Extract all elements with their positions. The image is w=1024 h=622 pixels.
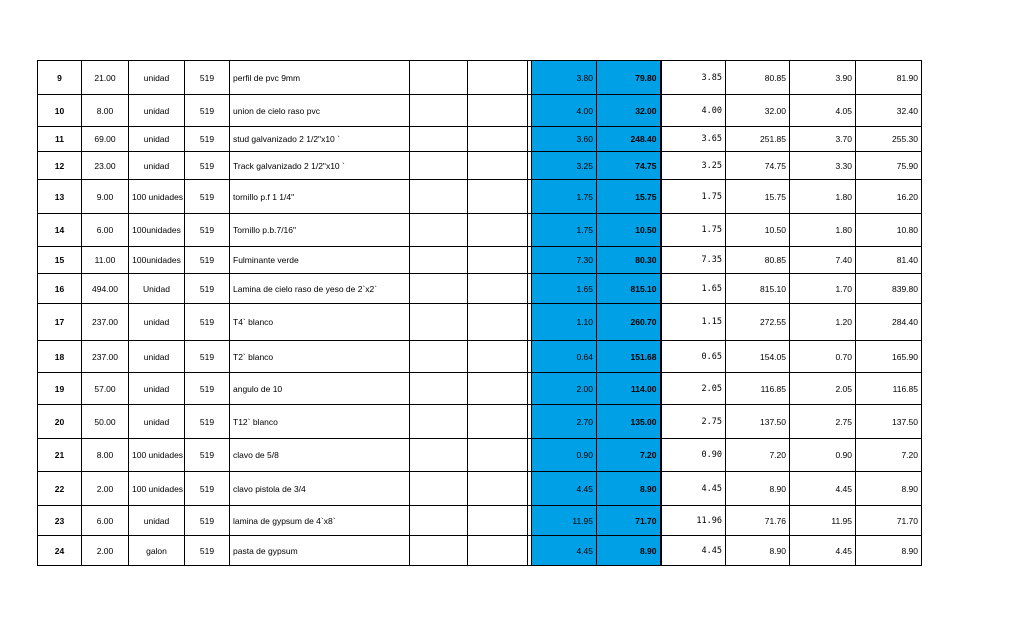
- code-cell[interactable]: 519: [185, 439, 230, 472]
- total-2-cell[interactable]: 154.05: [726, 341, 790, 373]
- code-cell[interactable]: 519: [185, 536, 230, 566]
- unit-price-3-cell[interactable]: 0.90: [790, 439, 856, 472]
- item-number-cell[interactable]: 24: [38, 536, 82, 566]
- table-row: [38, 536, 922, 566]
- total-3-cell[interactable]: 7.20: [856, 439, 922, 472]
- unit-price-1-cell[interactable]: 2.00: [532, 373, 597, 405]
- unit-price-1-cell[interactable]: 4.45: [532, 472, 597, 506]
- unit-price-1-cell[interactable]: 3.60: [532, 127, 597, 152]
- quantity-cell[interactable]: 6.00: [82, 506, 129, 536]
- total-3-cell[interactable]: 16.20: [856, 180, 922, 214]
- blank-cell[interactable]: [410, 95, 468, 127]
- unit-price-1-cell[interactable]: 2.70: [532, 405, 597, 439]
- unit-cell[interactable]: galon: [129, 536, 185, 566]
- blank-cell[interactable]: [410, 472, 468, 506]
- unit-price-2-cell[interactable]: 3.65: [661, 127, 726, 152]
- quantity-cell[interactable]: 8.00: [82, 439, 129, 472]
- quantity-cell[interactable]: 23.00: [82, 152, 129, 180]
- unit-price-1-cell[interactable]: 0.90: [532, 439, 597, 472]
- unit-price-3-cell[interactable]: 2.05: [790, 373, 856, 405]
- total-2-cell[interactable]: 251.85: [726, 127, 790, 152]
- blank-cell[interactable]: [468, 472, 528, 506]
- unit-price-2-cell[interactable]: 11.96: [661, 506, 726, 536]
- item-number-cell[interactable]: 12: [38, 152, 82, 180]
- unit-price-3-cell[interactable]: 1.20: [790, 304, 856, 341]
- table-row: [38, 506, 922, 536]
- code-cell[interactable]: 519: [185, 180, 230, 214]
- description-cell[interactable]: Track galvanizado 2 1/2"x10 `: [230, 152, 410, 180]
- quantity-cell[interactable]: 9.00: [82, 180, 129, 214]
- total-3-cell[interactable]: 137.50: [856, 405, 922, 439]
- blank-cell[interactable]: [410, 214, 468, 247]
- quantity-cell[interactable]: 2.00: [82, 536, 129, 566]
- unit-cell[interactable]: unidad: [129, 341, 185, 373]
- unit-price-3-cell[interactable]: 4.05: [790, 95, 856, 127]
- blank-cell[interactable]: [410, 180, 468, 214]
- quantity-cell[interactable]: 237.00: [82, 304, 129, 341]
- unit-price-1-cell[interactable]: 4.45: [532, 536, 597, 566]
- total-1-cell[interactable]: 815.10: [597, 274, 661, 304]
- blank-cell[interactable]: [468, 439, 528, 472]
- code-cell[interactable]: 519: [185, 214, 230, 247]
- blank-cell[interactable]: [468, 127, 528, 152]
- total-1-cell[interactable]: 15.75: [597, 180, 661, 214]
- unit-price-3-cell[interactable]: 1.70: [790, 274, 856, 304]
- blank-cell[interactable]: [468, 373, 528, 405]
- code-cell[interactable]: 519: [185, 472, 230, 506]
- unit-price-2-cell[interactable]: 0.65: [661, 341, 726, 373]
- unit-price-2-cell[interactable]: 3.25: [661, 152, 726, 180]
- unit-price-3-cell[interactable]: 2.75: [790, 405, 856, 439]
- quantity-cell[interactable]: 69.00: [82, 127, 129, 152]
- blank-cell[interactable]: [410, 274, 468, 304]
- total-1-cell[interactable]: 151.68: [597, 341, 661, 373]
- total-2-cell[interactable]: 71.76: [726, 506, 790, 536]
- table-row: [38, 373, 922, 405]
- unit-cell[interactable]: unidad: [129, 127, 185, 152]
- description-cell[interactable]: T12` blanco: [230, 405, 410, 439]
- unit-cell[interactable]: unidad: [129, 95, 185, 127]
- item-number-cell[interactable]: 15: [38, 247, 82, 274]
- blank-cell[interactable]: [410, 506, 468, 536]
- table-row: [38, 274, 922, 304]
- total-2-cell[interactable]: 8.90: [726, 472, 790, 506]
- description-cell[interactable]: pasta de gypsum: [230, 536, 410, 566]
- total-2-cell[interactable]: 32.00: [726, 95, 790, 127]
- total-1-cell[interactable]: 8.90: [597, 472, 661, 506]
- description-cell[interactable]: clavo de 5/8: [230, 439, 410, 472]
- unit-price-3-cell[interactable]: 1.80: [790, 214, 856, 247]
- total-1-cell[interactable]: 8.90: [597, 536, 661, 566]
- total-3-cell[interactable]: 81.90: [856, 61, 922, 95]
- unit-cell[interactable]: 100 unidades: [129, 472, 185, 506]
- unit-price-2-cell[interactable]: 1.65: [661, 274, 726, 304]
- table-row: [38, 61, 922, 95]
- unit-price-3-cell[interactable]: 3.90: [790, 61, 856, 95]
- total-1-cell[interactable]: 7.20: [597, 439, 661, 472]
- total-1-cell[interactable]: 79.80: [597, 61, 661, 95]
- quantity-cell[interactable]: 8.00: [82, 95, 129, 127]
- total-3-cell[interactable]: 255.30: [856, 127, 922, 152]
- blank-cell[interactable]: [410, 247, 468, 274]
- total-3-cell[interactable]: 32.40: [856, 95, 922, 127]
- unit-price-1-cell[interactable]: 1.65: [532, 274, 597, 304]
- code-cell[interactable]: 519: [185, 304, 230, 341]
- blank-cell[interactable]: [410, 127, 468, 152]
- unit-price-2-cell[interactable]: 2.75: [661, 405, 726, 439]
- table-row: [38, 304, 922, 341]
- code-cell[interactable]: 519: [185, 274, 230, 304]
- item-number-cell[interactable]: 16: [38, 274, 82, 304]
- quantity-cell[interactable]: 6.00: [82, 214, 129, 247]
- blank-cell[interactable]: [468, 61, 528, 95]
- code-cell[interactable]: 519: [185, 95, 230, 127]
- unit-price-2-cell[interactable]: 2.05: [661, 373, 726, 405]
- unit-price-2-cell[interactable]: 0.90: [661, 439, 726, 472]
- blank-cell[interactable]: [410, 304, 468, 341]
- unit-price-2-cell[interactable]: 4.45: [661, 472, 726, 506]
- unit-cell[interactable]: unidad: [129, 152, 185, 180]
- table-row: [38, 472, 922, 506]
- unit-price-2-cell[interactable]: 7.35: [661, 247, 726, 274]
- total-3-cell[interactable]: 165.90: [856, 341, 922, 373]
- total-1-cell[interactable]: 32.00: [597, 95, 661, 127]
- total-1-cell[interactable]: 135.00: [597, 405, 661, 439]
- total-2-cell[interactable]: 815.10: [726, 274, 790, 304]
- blank-cell[interactable]: [468, 341, 528, 373]
- total-3-cell[interactable]: 8.90: [856, 472, 922, 506]
- unit-price-1-cell[interactable]: 7.30: [532, 247, 597, 274]
- blank-cell[interactable]: [468, 506, 528, 536]
- code-cell[interactable]: 519: [185, 506, 230, 536]
- total-1-cell[interactable]: 74.75: [597, 152, 661, 180]
- unit-cell[interactable]: 100 unidades: [129, 180, 185, 214]
- unit-price-1-cell[interactable]: 1.75: [532, 180, 597, 214]
- total-3-cell[interactable]: 71.70: [856, 506, 922, 536]
- code-cell[interactable]: 519: [185, 247, 230, 274]
- quantity-cell[interactable]: 50.00: [82, 405, 129, 439]
- blank-cell[interactable]: [468, 180, 528, 214]
- table-row: [38, 127, 922, 152]
- table-row: [38, 180, 922, 214]
- blank-cell[interactable]: [468, 214, 528, 247]
- blank-cell[interactable]: [468, 304, 528, 341]
- quantity-cell[interactable]: 57.00: [82, 373, 129, 405]
- unit-cell[interactable]: unidad: [129, 304, 185, 341]
- unit-cell[interactable]: 100unidades: [129, 214, 185, 247]
- table-row: [38, 152, 922, 180]
- quantity-cell[interactable]: 494.00: [82, 274, 129, 304]
- unit-price-1-cell[interactable]: 1.10: [532, 304, 597, 341]
- total-2-cell[interactable]: 80.85: [726, 247, 790, 274]
- total-1-cell[interactable]: 114.00: [597, 373, 661, 405]
- table-row: [38, 247, 922, 274]
- unit-price-1-cell[interactable]: 1.75: [532, 214, 597, 247]
- item-number-cell[interactable]: 10: [38, 95, 82, 127]
- blank-cell[interactable]: [410, 536, 468, 566]
- blank-cell[interactable]: [468, 247, 528, 274]
- description-cell[interactable]: tornillo p.f 1 1/4": [230, 180, 410, 214]
- total-2-cell[interactable]: 8.90: [726, 536, 790, 566]
- item-number-cell[interactable]: 13: [38, 180, 82, 214]
- description-cell[interactable]: stud galvanizado 2 1/2"x10 `: [230, 127, 410, 152]
- blank-cell[interactable]: [468, 405, 528, 439]
- total-3-cell[interactable]: 10.80: [856, 214, 922, 247]
- total-3-cell[interactable]: 116.85: [856, 373, 922, 405]
- quantity-cell[interactable]: 237.00: [82, 341, 129, 373]
- total-2-cell[interactable]: 116.85: [726, 373, 790, 405]
- description-cell[interactable]: Lamina de cielo raso de yeso de 2`x2`: [230, 274, 410, 304]
- unit-cell[interactable]: Unidad: [129, 274, 185, 304]
- blank-cell[interactable]: [468, 274, 528, 304]
- unit-price-2-cell[interactable]: 1.75: [661, 214, 726, 247]
- total-1-cell[interactable]: 71.70: [597, 506, 661, 536]
- unit-price-3-cell[interactable]: 1.80: [790, 180, 856, 214]
- description-cell[interactable]: T4` blanco: [230, 304, 410, 341]
- unit-price-3-cell[interactable]: 4.45: [790, 472, 856, 506]
- unit-price-3-cell[interactable]: 3.70: [790, 127, 856, 152]
- quantity-cell[interactable]: 21.00: [82, 61, 129, 95]
- unit-price-2-cell[interactable]: 4.00: [661, 95, 726, 127]
- total-3-cell[interactable]: 839.80: [856, 274, 922, 304]
- description-cell[interactable]: union de cielo raso pvc: [230, 95, 410, 127]
- code-cell[interactable]: 519: [185, 373, 230, 405]
- total-3-cell[interactable]: 8.90: [856, 536, 922, 566]
- description-cell[interactable]: angulo de 10: [230, 373, 410, 405]
- blank-cell[interactable]: [410, 152, 468, 180]
- quantity-cell[interactable]: 11.00: [82, 247, 129, 274]
- item-number-cell[interactable]: 19: [38, 373, 82, 405]
- unit-price-1-cell[interactable]: 3.25: [532, 152, 597, 180]
- table-row: [38, 95, 922, 127]
- table-row: [38, 341, 922, 373]
- total-2-cell[interactable]: 80.85: [726, 61, 790, 95]
- code-cell[interactable]: 519: [185, 405, 230, 439]
- item-number-cell[interactable]: 22: [38, 472, 82, 506]
- description-cell[interactable]: T2` blanco: [230, 341, 410, 373]
- unit-price-1-cell[interactable]: 0.64: [532, 341, 597, 373]
- item-number-cell[interactable]: 23: [38, 506, 82, 536]
- blank-cell[interactable]: [468, 152, 528, 180]
- total-1-cell[interactable]: 80.30: [597, 247, 661, 274]
- blank-cell[interactable]: [410, 341, 468, 373]
- table-row: [38, 214, 922, 247]
- item-number-cell[interactable]: 9: [38, 61, 82, 95]
- description-cell[interactable]: Tornillo p.b.7/16": [230, 214, 410, 247]
- total-2-cell[interactable]: 10.50: [726, 214, 790, 247]
- unit-price-2-cell[interactable]: 4.45: [661, 536, 726, 566]
- unit-price-1-cell[interactable]: 4.00: [532, 95, 597, 127]
- unit-price-2-cell[interactable]: 1.15: [661, 304, 726, 341]
- description-cell[interactable]: Fulminante verde: [230, 247, 410, 274]
- total-2-cell[interactable]: 7.20: [726, 439, 790, 472]
- blank-cell[interactable]: [468, 95, 528, 127]
- unit-price-3-cell[interactable]: 0.70: [790, 341, 856, 373]
- code-cell[interactable]: 519: [185, 127, 230, 152]
- total-2-cell[interactable]: 15.75: [726, 180, 790, 214]
- item-number-cell[interactable]: 21: [38, 439, 82, 472]
- blank-cell[interactable]: [410, 373, 468, 405]
- total-3-cell[interactable]: 81.40: [856, 247, 922, 274]
- item-number-cell[interactable]: 17: [38, 304, 82, 341]
- unit-price-3-cell[interactable]: 7.40: [790, 247, 856, 274]
- total-3-cell[interactable]: 75.90: [856, 152, 922, 180]
- total-3-cell[interactable]: 284.40: [856, 304, 922, 341]
- unit-price-1-cell[interactable]: 3.80: [532, 61, 597, 95]
- blank-cell[interactable]: [410, 439, 468, 472]
- unit-cell[interactable]: unidad: [129, 506, 185, 536]
- blank-cell[interactable]: [468, 536, 528, 566]
- unit-price-1-cell[interactable]: 11.95: [532, 506, 597, 536]
- item-number-cell[interactable]: 18: [38, 341, 82, 373]
- total-1-cell[interactable]: 10.50: [597, 214, 661, 247]
- total-2-cell[interactable]: 137.50: [726, 405, 790, 439]
- code-cell[interactable]: 519: [185, 61, 230, 95]
- total-2-cell[interactable]: 272.55: [726, 304, 790, 341]
- description-cell[interactable]: clavo pistola de 3/4: [230, 472, 410, 506]
- quote-table: [37, 60, 922, 566]
- unit-price-2-cell[interactable]: 3.85: [661, 61, 726, 95]
- unit-cell[interactable]: unidad: [129, 61, 185, 95]
- description-cell[interactable]: perfil de pvc 9mm: [230, 61, 410, 95]
- item-number-cell[interactable]: 20: [38, 405, 82, 439]
- blank-cell[interactable]: [410, 405, 468, 439]
- unit-price-3-cell[interactable]: 4.45: [790, 536, 856, 566]
- total-1-cell[interactable]: 248.40: [597, 127, 661, 152]
- description-cell[interactable]: lamina de gypsum de 4`x8`: [230, 506, 410, 536]
- quantity-cell[interactable]: 2.00: [82, 472, 129, 506]
- total-1-cell[interactable]: 260.70: [597, 304, 661, 341]
- item-number-cell[interactable]: 11: [38, 127, 82, 152]
- unit-price-3-cell[interactable]: 11.95: [790, 506, 856, 536]
- item-number-cell[interactable]: 14: [38, 214, 82, 247]
- table-row: [38, 439, 922, 472]
- unit-price-2-cell[interactable]: 1.75: [661, 180, 726, 214]
- unit-cell[interactable]: 100 unidades: [129, 439, 185, 472]
- code-cell[interactable]: 519: [185, 341, 230, 373]
- unit-price-3-cell[interactable]: 3.30: [790, 152, 856, 180]
- blank-cell[interactable]: [410, 61, 468, 95]
- total-2-cell[interactable]: 74.75: [726, 152, 790, 180]
- table-row: [38, 405, 922, 439]
- unit-cell[interactable]: unidad: [129, 405, 185, 439]
- unit-cell[interactable]: unidad: [129, 373, 185, 405]
- unit-cell[interactable]: 100unidades: [129, 247, 185, 274]
- code-cell[interactable]: 519: [185, 152, 230, 180]
